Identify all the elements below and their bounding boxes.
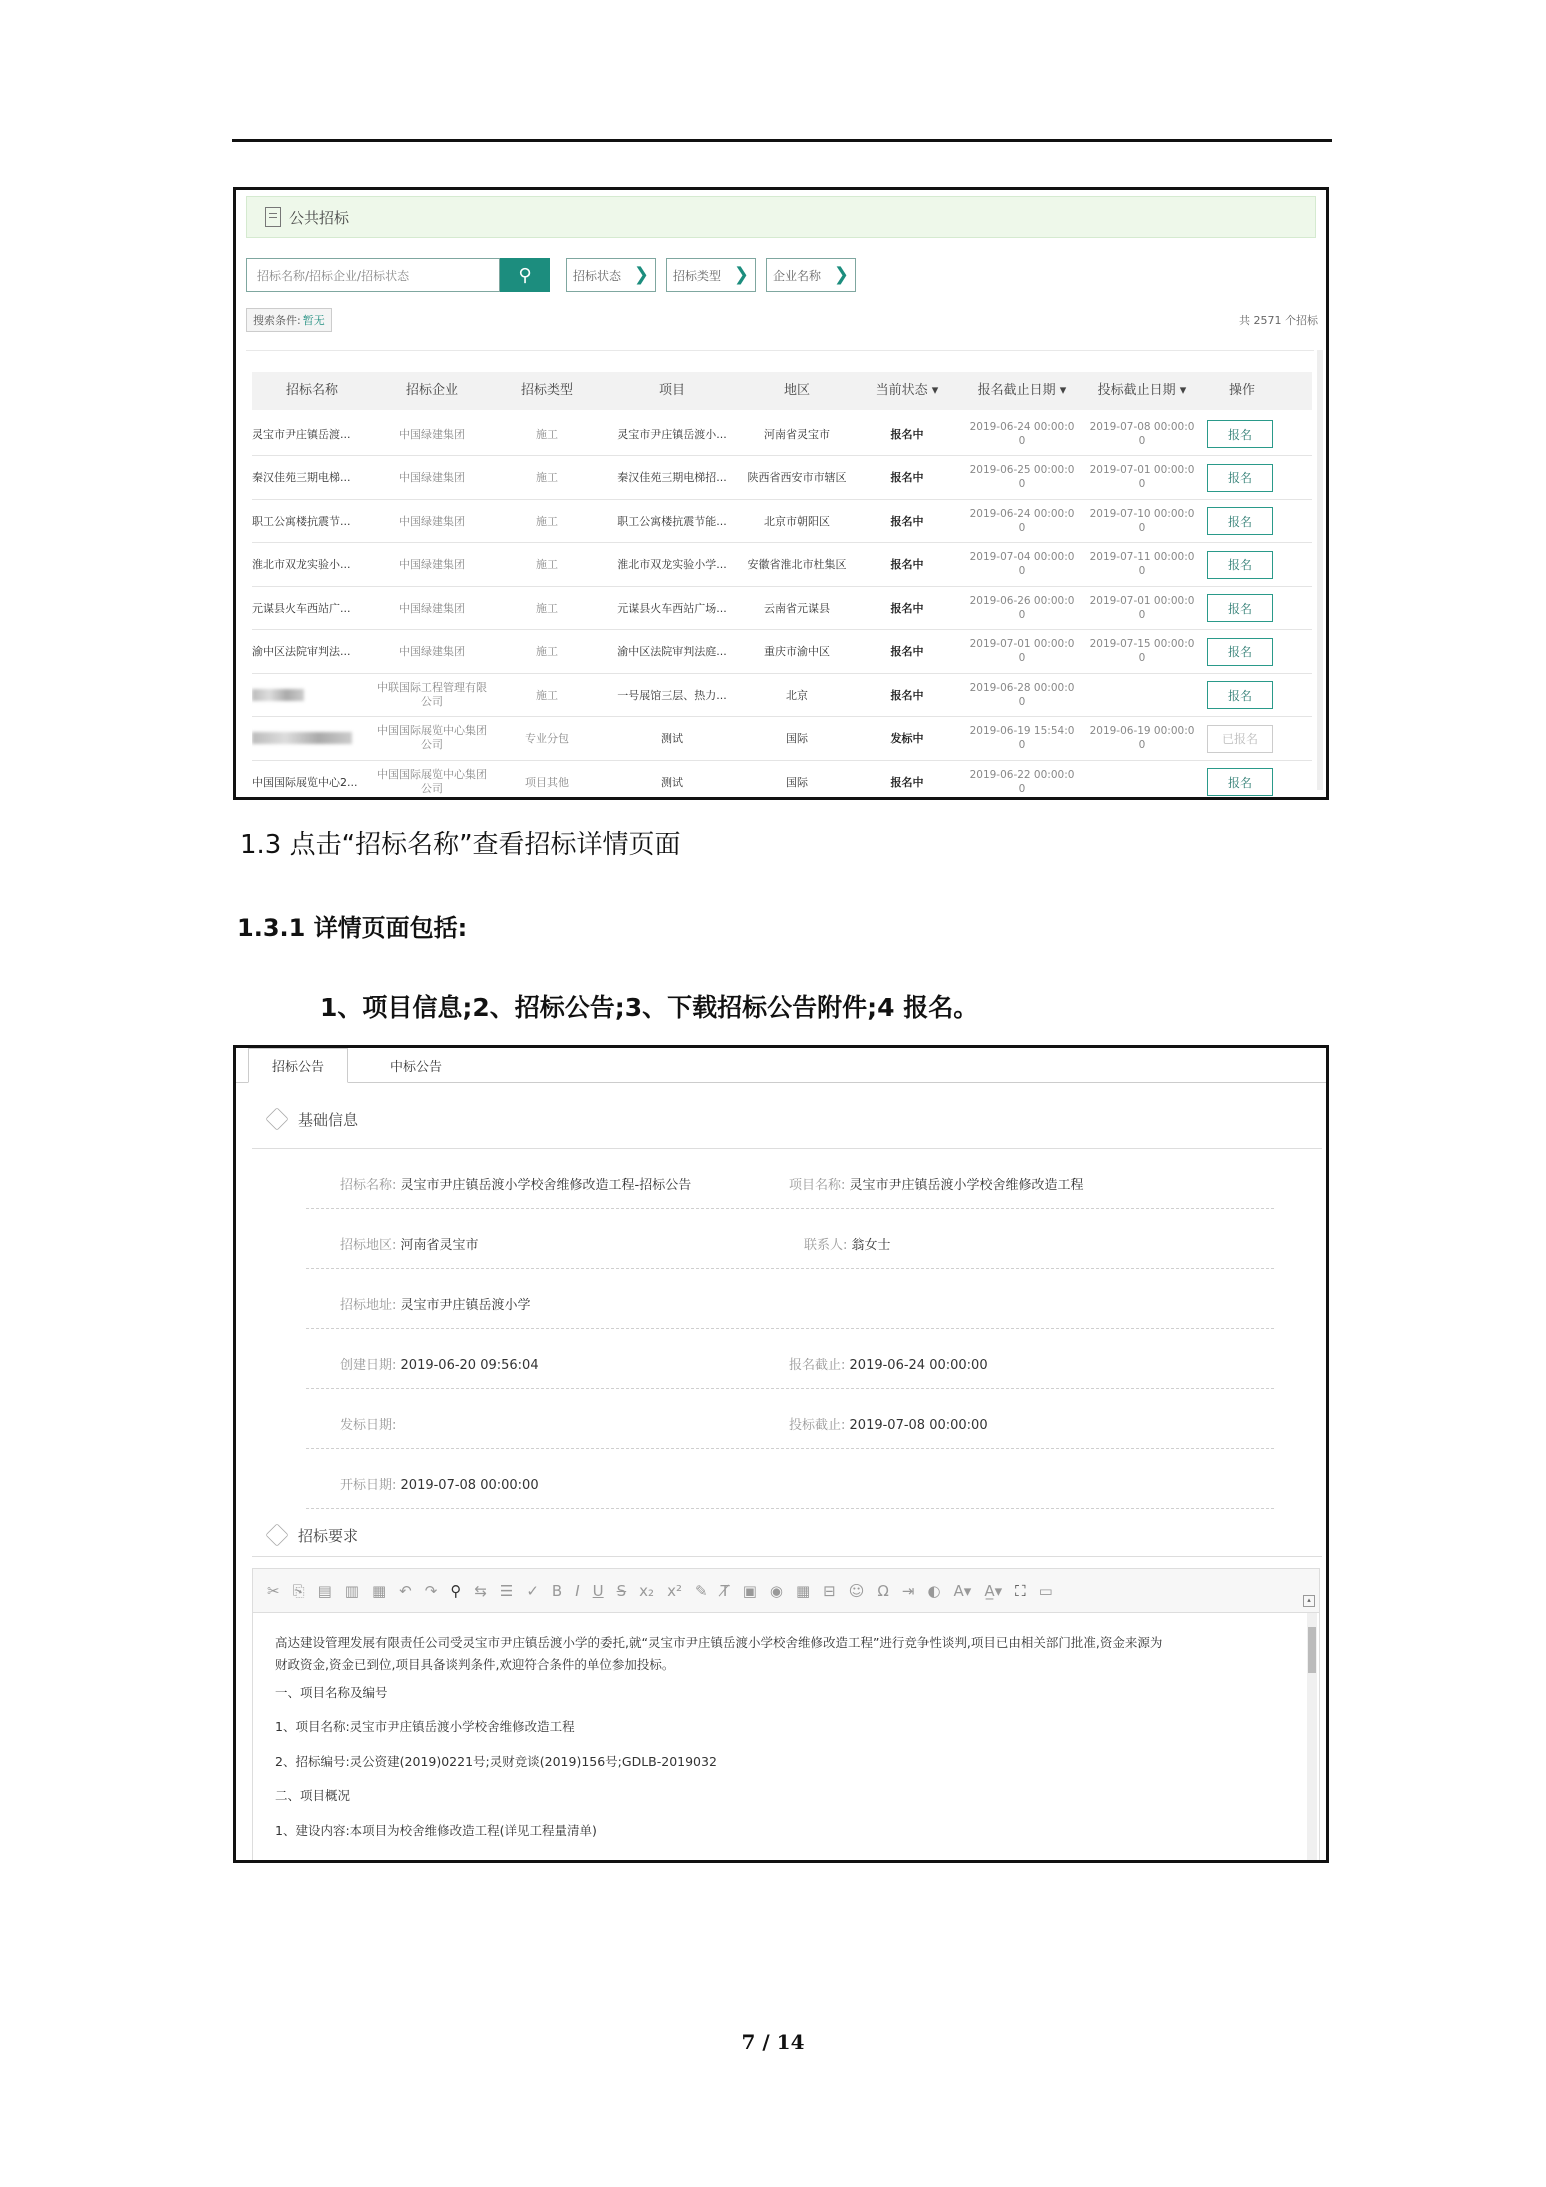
cell-company: 中国绿建集团 bbox=[399, 601, 465, 615]
register-button[interactable]: 报名 bbox=[1207, 768, 1273, 796]
field-value: 2019-07-08 00:00:00 bbox=[849, 1418, 988, 1433]
field-value: 2019-07-08 00:00:00 bbox=[400, 1478, 539, 1493]
search-conditions-value: 暂无 bbox=[302, 314, 325, 327]
field-label: 联系人: bbox=[804, 1238, 848, 1253]
cell-company: 中国绿建集团 bbox=[399, 514, 465, 528]
date-line: 0 bbox=[1018, 434, 1026, 447]
select-all-icon[interactable]: ☰ bbox=[499, 1581, 514, 1600]
field-open-date bbox=[340, 1474, 539, 1493]
strikethrough-icon[interactable]: S bbox=[616, 1581, 627, 1600]
cell-region: 陕西省西安市市辖区 bbox=[747, 471, 847, 484]
row-divider bbox=[306, 1508, 1274, 1509]
date-line: 0 bbox=[1138, 565, 1146, 577]
editor-line: 二、项目概况 bbox=[275, 1788, 351, 1803]
editor-line: 2、招标编号:灵公资建(2019)0221号;灵财竞谈(2019)156号;GDLB-2019032 bbox=[275, 1754, 717, 1769]
cell-status: 报名中 bbox=[890, 427, 924, 441]
cell-region: 国际 bbox=[786, 732, 808, 745]
cell-reg-deadline bbox=[962, 586, 1082, 629]
section-requirements bbox=[266, 1524, 358, 1546]
show-blocks-icon[interactable]: ▭ bbox=[1038, 1581, 1053, 1600]
editor-line: 高达建设管理发展有限责任公司受灵宝市尹庄镇岳渡小学的委托,就“灵宝市尹庄镇岳渡小学校舍维修改造工程”进行竞争性谈判,项目已由相关部门批准,资金来源为 bbox=[275, 1635, 1163, 1650]
field-label: 创建日期: bbox=[340, 1358, 397, 1373]
cell-reg-deadline bbox=[962, 673, 1082, 716]
editor-scrollbar[interactable] bbox=[1307, 1613, 1317, 1863]
format-painter-icon[interactable]: ✎ bbox=[694, 1581, 708, 1600]
date-line: 2019-07-15 00:00:0 bbox=[1089, 638, 1195, 650]
panel-header bbox=[246, 196, 1316, 238]
scrollbar[interactable] bbox=[1317, 350, 1323, 790]
underline-icon[interactable]: U bbox=[592, 1581, 604, 1600]
cell-region: 北京市朝阳区 bbox=[764, 514, 830, 528]
cell-bid-deadline bbox=[1082, 543, 1202, 586]
register-button[interactable]: 报名 bbox=[1207, 681, 1273, 709]
replace-icon[interactable]: ⇆ bbox=[474, 1581, 487, 1600]
cell-region: 安徽省淮北市杜集区 bbox=[747, 558, 847, 571]
field-label: 开标日期: bbox=[340, 1478, 397, 1493]
col-project[interactable]: 项目 bbox=[658, 383, 685, 398]
date-line: 2019-06-19 15:54:0 bbox=[969, 725, 1075, 737]
register-button[interactable]: 报名 bbox=[1207, 507, 1273, 535]
tab-bar bbox=[236, 1048, 1326, 1083]
cell-region: 云南省元谋县 bbox=[764, 601, 830, 615]
field-value: 2019-06-24 00:00:00 bbox=[849, 1358, 988, 1373]
date-line: 0 bbox=[1018, 478, 1026, 490]
section-heading: 1.3.1 详情页面包括: bbox=[237, 914, 468, 942]
cell-status: 报名中 bbox=[890, 775, 924, 789]
italic-icon[interactable]: I bbox=[575, 1581, 580, 1600]
date-line: 2019-07-04 00:00:0 bbox=[969, 551, 1075, 563]
cube-icon bbox=[265, 1107, 288, 1130]
table-row bbox=[252, 630, 1312, 674]
rich-text-editor[interactable] bbox=[252, 1568, 1320, 1863]
table-row bbox=[252, 586, 1312, 630]
cell-status: 报名中 bbox=[890, 645, 924, 658]
table-row bbox=[252, 499, 1312, 543]
subscript-icon[interactable]: x₂ bbox=[639, 1581, 655, 1600]
cell-bid-deadline bbox=[1082, 717, 1202, 760]
table-icon[interactable]: ▦ bbox=[795, 1581, 811, 1600]
date-line: 2019-07-01 00:00:0 bbox=[1089, 594, 1195, 607]
cell-status: 报名中 bbox=[890, 688, 924, 702]
bold-icon[interactable]: B bbox=[551, 1581, 563, 1600]
section-basic-info bbox=[266, 1108, 358, 1130]
cell-project: 渝中区法院审判法庭... bbox=[617, 645, 727, 658]
filter-label: 招标状态 bbox=[573, 268, 622, 283]
row-divider bbox=[306, 1208, 1274, 1209]
bidding-list-screenshot bbox=[233, 187, 1329, 800]
cell-name[interactable]: 元谋县火车西站广... bbox=[252, 601, 351, 615]
col-bid-deadline[interactable]: 投标截止日期 ▾ bbox=[1097, 383, 1187, 398]
col-status[interactable]: 当前状态 ▾ bbox=[875, 383, 939, 398]
cell-region: 北京 bbox=[786, 688, 808, 702]
superscript-icon[interactable]: x² bbox=[667, 1581, 682, 1600]
cell-name[interactable]: 中国国际展览中心2... bbox=[252, 775, 358, 789]
date-line: 0 bbox=[1138, 608, 1146, 621]
cell-company: 中国绿建集团 bbox=[399, 471, 465, 484]
cell-region: 重庆市渝中区 bbox=[764, 645, 830, 658]
field-created bbox=[340, 1354, 539, 1373]
field-label: 招标地区: bbox=[340, 1238, 397, 1253]
date-line: 0 bbox=[1018, 695, 1026, 708]
table-row bbox=[252, 456, 1312, 500]
cell-company: 中国绿建集团 bbox=[399, 558, 465, 571]
cell-company: 中联国际工程管理有限公司 bbox=[377, 680, 487, 708]
editor-line: 1、项目名称:灵宝市尹庄镇岳渡小学校舍维修改造工程 bbox=[275, 1719, 575, 1734]
document-icon bbox=[265, 207, 281, 227]
cell-status: 报名中 bbox=[890, 558, 924, 571]
col-reg-deadline[interactable]: 报名截止日期 ▾ bbox=[977, 383, 1067, 398]
cell-reg-deadline bbox=[962, 717, 1082, 760]
register-button[interactable]: 报名 bbox=[1207, 420, 1273, 448]
field-contact bbox=[804, 1234, 891, 1253]
cell-project: 测试 bbox=[661, 732, 683, 745]
cell-company: 中国国际展览中心集团公司 bbox=[377, 767, 487, 795]
paste-icon[interactable]: ▤ bbox=[317, 1581, 332, 1600]
editor-line: 一、项目名称及编号 bbox=[275, 1685, 388, 1700]
copy-icon[interactable]: ⎘ bbox=[292, 1581, 305, 1600]
date-line: 2019-06-24 00:00:0 bbox=[969, 420, 1075, 433]
cell-type: 施工 bbox=[536, 688, 558, 702]
cell-project: 灵宝市尹庄镇岳渡小... bbox=[617, 427, 727, 441]
bid-detail-screenshot bbox=[233, 1045, 1329, 1863]
spellcheck-icon[interactable]: ✓ bbox=[526, 1581, 539, 1600]
field-region bbox=[340, 1234, 479, 1253]
redacted-name bbox=[252, 732, 352, 744]
text-color-icon[interactable]: A▾ bbox=[953, 1581, 972, 1600]
flash-icon[interactable]: ◉ bbox=[769, 1581, 783, 1600]
date-line: 2019-07-01 00:00:0 bbox=[1089, 464, 1195, 476]
search-button[interactable] bbox=[500, 258, 550, 292]
table-row bbox=[252, 543, 1312, 587]
table-row bbox=[252, 760, 1312, 800]
date-line: 0 bbox=[1018, 608, 1026, 621]
date-line: 2019-07-08 00:00:0 bbox=[1089, 420, 1195, 433]
date-line: 2019-06-25 00:00:0 bbox=[969, 464, 1075, 476]
smiley-icon[interactable]: ☺ bbox=[848, 1581, 865, 1600]
cell-company: 中国绿建集团 bbox=[399, 427, 465, 441]
date-line: 2019-07-01 00:00:0 bbox=[969, 638, 1075, 650]
filter-company[interactable] bbox=[766, 258, 856, 292]
find-icon[interactable]: ⚲ bbox=[450, 1581, 462, 1600]
editor-line: 财政资金,资金已到位,项目具备谈判条件,欢迎符合条件的单位参加投标。 bbox=[275, 1657, 675, 1672]
cell-name[interactable]: 淮北市双龙实验小... bbox=[252, 558, 351, 571]
cell-name[interactable]: 职工公寓楼抗震节... bbox=[252, 514, 351, 528]
cell-name[interactable]: 灵宝市尹庄镇岳渡... bbox=[252, 427, 351, 441]
paragraph-step: 1.3 点击“招标名称”查看招标详情页面 bbox=[240, 830, 681, 860]
panel-title: 公共招标 bbox=[289, 208, 350, 227]
redo-icon[interactable]: ↷ bbox=[424, 1581, 438, 1600]
cell-bid-deadline bbox=[1082, 586, 1202, 629]
date-line: 0 bbox=[1018, 521, 1026, 534]
paste-word-icon[interactable]: ▦ bbox=[371, 1581, 387, 1600]
search-conditions bbox=[246, 308, 332, 332]
row-divider bbox=[306, 1328, 1274, 1329]
date-line: 0 bbox=[1138, 478, 1146, 490]
cell-project: 测试 bbox=[661, 775, 683, 789]
cell-name[interactable]: 秦汉佳苑三期电梯... bbox=[252, 471, 351, 484]
search-icon: ⚲ bbox=[518, 264, 532, 286]
date-line: 2019-06-24 00:00:0 bbox=[969, 507, 1075, 520]
cell-reg-deadline bbox=[962, 456, 1082, 499]
col-bid-name[interactable]: 招标名称 bbox=[285, 383, 338, 398]
search-conditions-label: 搜索条件: bbox=[253, 314, 301, 327]
cube-icon bbox=[265, 1523, 288, 1546]
cell-type: 施工 bbox=[536, 558, 558, 571]
cell-bid-deadline bbox=[1082, 412, 1202, 455]
tab-award-notice[interactable]: 中标公告 bbox=[389, 1059, 442, 1075]
field-label: 报名截止: bbox=[789, 1358, 846, 1373]
col-type[interactable]: 招标类型 bbox=[520, 383, 573, 398]
result-count: 共 2571 个招标 bbox=[1239, 314, 1318, 327]
cell-status: 报名中 bbox=[890, 514, 924, 528]
field-label: 招标名称: bbox=[340, 1178, 397, 1193]
field-value: 2019-06-20 09:56:04 bbox=[400, 1358, 539, 1373]
editor-toolbar bbox=[253, 1569, 1319, 1613]
date-line: 0 bbox=[1018, 739, 1026, 751]
field-address bbox=[340, 1294, 531, 1313]
iframe-icon[interactable]: ◐ bbox=[927, 1581, 941, 1600]
cell-bid-deadline bbox=[1082, 499, 1202, 542]
field-label: 投标截止: bbox=[789, 1418, 846, 1433]
register-button[interactable]: 报名 bbox=[1207, 594, 1273, 622]
cell-company: 中国绿建集团 bbox=[399, 645, 465, 658]
cell-bid-deadline bbox=[1082, 630, 1202, 673]
filter-label: 企业名称 bbox=[773, 268, 822, 283]
register-button[interactable]: 报名 bbox=[1207, 638, 1273, 666]
filter-bid-type[interactable] bbox=[666, 258, 756, 292]
date-line: 2019-06-19 00:00:0 bbox=[1089, 725, 1195, 737]
cell-reg-deadline bbox=[962, 760, 1082, 800]
redacted-name bbox=[252, 689, 304, 701]
cell-company: 中国国际展览中心集团公司 bbox=[377, 724, 487, 751]
divider bbox=[252, 1556, 1322, 1557]
section-title: 基础信息 bbox=[298, 1110, 359, 1129]
field-label: 招标地址: bbox=[340, 1298, 397, 1313]
table-divider bbox=[246, 350, 1314, 351]
editor-line: 1、建设内容:本项目为校舍维修改造工程(详见工程量清单) bbox=[275, 1823, 597, 1838]
date-line: 0 bbox=[1018, 782, 1026, 795]
field-project-name bbox=[789, 1174, 1084, 1193]
cell-type: 项目其他 bbox=[525, 775, 569, 789]
cell-type: 专业分包 bbox=[525, 732, 569, 745]
field-reg-deadline bbox=[789, 1354, 988, 1373]
page-header-rule bbox=[232, 139, 1332, 142]
collapse-icon[interactable]: ▴ bbox=[1303, 1595, 1315, 1607]
cell-project: 秦汉佳苑三期电梯招... bbox=[617, 471, 727, 484]
image-icon[interactable]: ▣ bbox=[742, 1581, 757, 1600]
table-row bbox=[252, 717, 1312, 761]
col-company[interactable]: 招标企业 bbox=[405, 383, 458, 398]
cell-name[interactable]: 渝中区法院审判法... bbox=[252, 645, 351, 658]
cell-reg-deadline bbox=[962, 630, 1082, 673]
divider bbox=[252, 1148, 1322, 1149]
register-button[interactable]: 报名 bbox=[1207, 551, 1273, 579]
cell-project: 职工公寓楼抗震节能... bbox=[617, 514, 727, 528]
date-line: 0 bbox=[1018, 565, 1026, 577]
filter-bid-status[interactable] bbox=[566, 258, 656, 292]
register-button[interactable]: 报名 bbox=[1207, 464, 1273, 492]
register-button[interactable]: 已报名 bbox=[1207, 725, 1273, 753]
cell-name[interactable] bbox=[252, 717, 372, 760]
cell-type: 施工 bbox=[536, 471, 558, 484]
clear-format-icon[interactable]: T̸ bbox=[720, 1581, 730, 1600]
date-line: 0 bbox=[1138, 739, 1146, 751]
cell-project: 元谋县火车西站广场... bbox=[617, 601, 727, 615]
row-divider bbox=[306, 1388, 1274, 1389]
cell-region: 河南省灵宝市 bbox=[764, 427, 830, 441]
filter-label: 招标类型 bbox=[673, 268, 722, 283]
date-line: 2019-07-10 00:00:0 bbox=[1089, 507, 1195, 520]
chevron-down-icon: ❯ bbox=[833, 264, 849, 285]
field-label: 发标日期: bbox=[340, 1418, 397, 1433]
cell-type: 施工 bbox=[536, 601, 558, 615]
field-value: 翁女士 bbox=[851, 1238, 891, 1253]
cell-status: 报名中 bbox=[890, 471, 924, 484]
field-bid-name bbox=[340, 1174, 691, 1193]
field-label: 项目名称: bbox=[789, 1178, 846, 1193]
section-title: 招标要求 bbox=[298, 1526, 359, 1545]
page-break-icon[interactable]: ⇥ bbox=[901, 1581, 915, 1600]
undo-icon[interactable]: ↶ bbox=[399, 1581, 412, 1600]
search-input[interactable]: 招标名称/招标企业/招标状态 bbox=[246, 258, 500, 292]
date-line: 2019-07-11 00:00:0 bbox=[1089, 551, 1195, 563]
cell-project: 淮北市双龙实验小学... bbox=[617, 558, 727, 571]
cell-bid-deadline bbox=[1082, 673, 1202, 716]
maximize-icon[interactable]: ⛶ bbox=[1015, 1581, 1026, 1600]
special-char-icon[interactable]: Ω bbox=[877, 1581, 889, 1600]
field-value: 灵宝市尹庄镇岳渡小学校舍维修改造工程 bbox=[849, 1178, 1084, 1193]
cell-reg-deadline bbox=[962, 499, 1082, 542]
horizontal-line-icon[interactable]: ⊟ bbox=[823, 1581, 836, 1600]
cell-bid-deadline bbox=[1082, 456, 1202, 499]
chevron-down-icon: ❯ bbox=[633, 264, 649, 285]
date-line: 0 bbox=[1018, 652, 1026, 664]
page-number: 7 / 14 bbox=[741, 2030, 805, 2054]
cell-project: 一号展馆三层、热力... bbox=[617, 688, 727, 702]
field-publish-date bbox=[340, 1414, 396, 1433]
cell-name[interactable] bbox=[252, 673, 372, 716]
cell-type: 施工 bbox=[536, 645, 558, 658]
table-row bbox=[252, 673, 1312, 717]
cell-bid-deadline bbox=[1082, 760, 1202, 800]
date-line: 0 bbox=[1138, 521, 1146, 534]
table-row bbox=[252, 412, 1312, 456]
paste-text-icon[interactable]: ▥ bbox=[344, 1581, 359, 1600]
cell-reg-deadline bbox=[962, 412, 1082, 455]
field-value: 灵宝市尹庄镇岳渡小学 bbox=[400, 1298, 531, 1313]
date-line: 2019-06-26 00:00:0 bbox=[969, 594, 1075, 607]
field-value: 河南省灵宝市 bbox=[400, 1238, 479, 1253]
date-line: 0 bbox=[1138, 652, 1146, 664]
row-divider bbox=[306, 1448, 1274, 1449]
cell-type: 施工 bbox=[536, 514, 558, 528]
date-line: 2019-06-28 00:00:0 bbox=[969, 681, 1075, 694]
date-line: 2019-06-22 00:00:0 bbox=[969, 768, 1075, 781]
cell-status: 报名中 bbox=[890, 601, 924, 615]
feature-list: 1、项目信息;2、招标公告;3、下载招标公告附件;4 报名。 bbox=[320, 993, 979, 1022]
col-action: 操作 bbox=[1228, 383, 1255, 398]
col-region[interactable]: 地区 bbox=[783, 383, 810, 398]
cell-reg-deadline bbox=[962, 543, 1082, 586]
tab-bid-notice[interactable]: 招标公告 bbox=[248, 1048, 348, 1083]
table-header bbox=[252, 372, 1312, 410]
date-line: 0 bbox=[1138, 434, 1146, 447]
cell-type: 施工 bbox=[536, 427, 558, 441]
cell-region: 国际 bbox=[786, 775, 808, 789]
bg-color-icon[interactable]: A̲▾ bbox=[984, 1581, 1003, 1600]
chevron-down-icon: ❯ bbox=[733, 264, 749, 285]
row-divider bbox=[306, 1268, 1274, 1269]
cell-status: 发标中 bbox=[890, 732, 924, 745]
field-bid-deadline bbox=[789, 1414, 988, 1433]
cut-icon[interactable]: ✂ bbox=[267, 1581, 280, 1600]
field-value: 灵宝市尹庄镇岳渡小学校舍维修改造工程-招标公告 bbox=[400, 1178, 692, 1193]
